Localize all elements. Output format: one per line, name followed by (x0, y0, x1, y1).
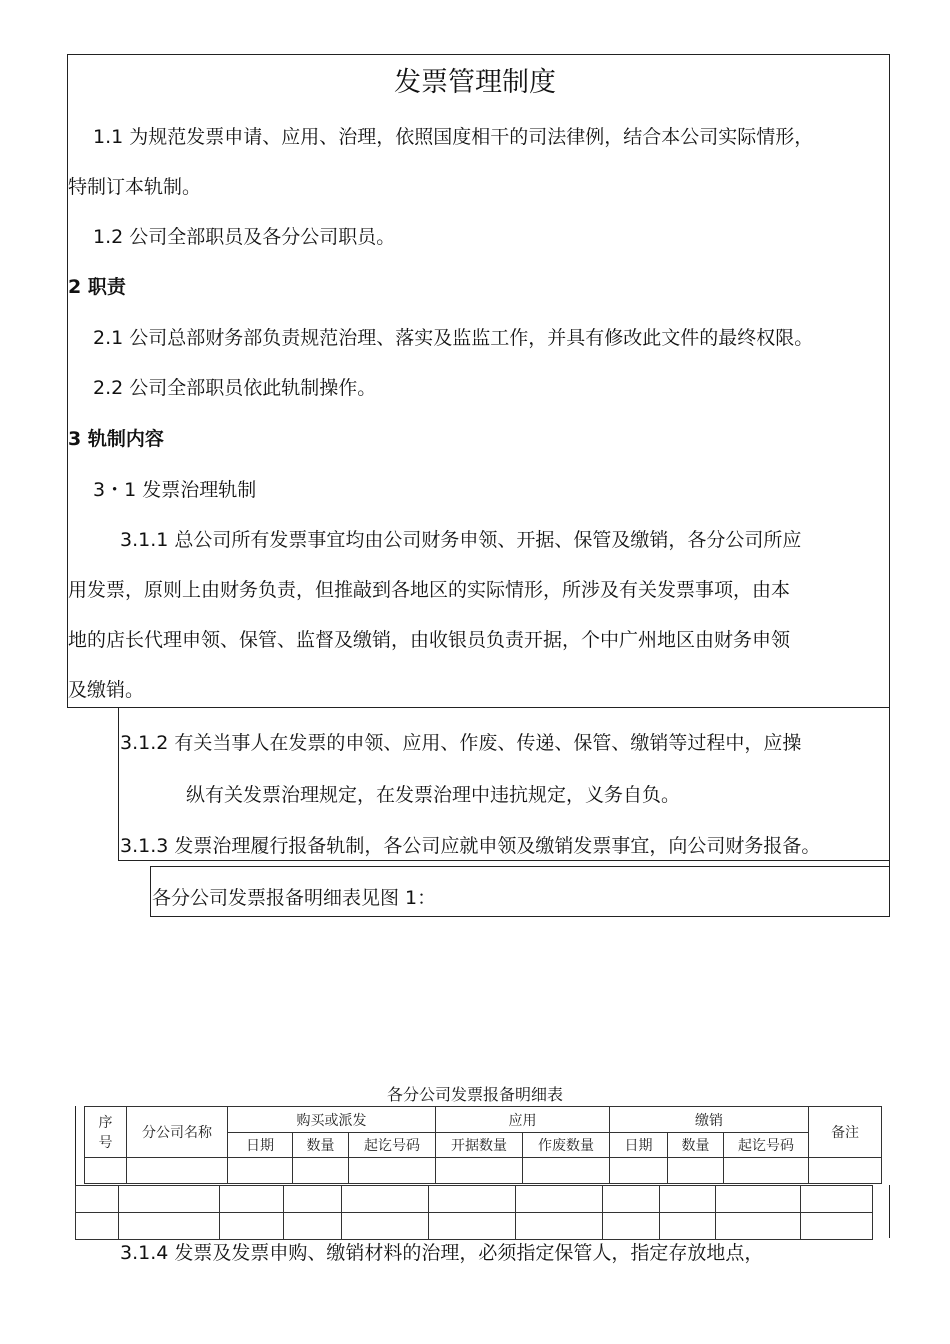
table-cell (293, 1158, 349, 1184)
col-remark: 备注 (809, 1107, 882, 1158)
sub-qty-purchase: 数量 (293, 1133, 349, 1158)
table-cell (716, 1213, 801, 1240)
table-cell (342, 1186, 429, 1213)
table-cell (228, 1158, 293, 1184)
para-1-2: 1.2 公司全部职员及各分公司职员。 (93, 226, 396, 248)
table-cell (220, 1186, 284, 1213)
table-cell (127, 1158, 228, 1184)
para-2-2: 2.2 公司全部职员依此轨制操作。 (93, 377, 377, 399)
group-use: 应用 (436, 1107, 610, 1133)
para-3-1-2-b: 纵有关发票治理规定，在发票治理中违抗规定，义务自负。 (186, 784, 681, 806)
para-3-1-1-c: 地的店长代理申领、保管、监督及缴销，由收银员负责开据，个中广州地区由财务申领 (68, 629, 791, 651)
table-cell (284, 1186, 342, 1213)
table-cell (603, 1213, 660, 1240)
table-cell (76, 1213, 119, 1240)
table-cell (342, 1213, 429, 1240)
sub-range-cancel: 起讫号码 (724, 1133, 809, 1158)
table-cell (668, 1158, 724, 1184)
table-row (76, 1213, 873, 1240)
frame-left-inner (118, 708, 119, 860)
para-3-1-3: 3.1.3 发票治理履行报备轨制，各公司应就申领及缴销发票事宜，向公司财务报备。 (120, 835, 821, 857)
frame-mid-rule (118, 860, 890, 861)
page-title: 发票管理制度 (394, 67, 556, 98)
table-cell (220, 1213, 284, 1240)
col-branch: 分公司名称 (127, 1107, 228, 1158)
col-seq-line-1: 序 (98, 1115, 113, 1131)
table-cell (119, 1213, 220, 1240)
table-cell (660, 1186, 716, 1213)
ledger-caption: 各分公司发票报备明细表 (386, 1085, 563, 1104)
table-cell (85, 1158, 127, 1184)
heading-3: 3 轨制内容 (68, 428, 164, 450)
para-2-1: 2.1 公司总部财务部负责规范治理、落实及监监工作，并具有修改此文件的最终权限。 (93, 327, 814, 349)
table-cell (516, 1213, 603, 1240)
table-cell (523, 1158, 610, 1184)
table-cell (660, 1213, 716, 1240)
para-1-1-b: 特制订本轨制。 (68, 176, 202, 198)
frame-right-inner (889, 708, 890, 866)
para-3-1-2-a: 3.1.2 有关当事人在发票的申领、应用、作废、传递、保管、缴销等过程中，应操 (120, 732, 802, 754)
ledger-rows (75, 1185, 873, 1240)
sub-range-purchase: 起讫号码 (349, 1133, 436, 1158)
heading-2: 2 职责 (68, 276, 126, 298)
sub-void: 作废数量 (523, 1133, 610, 1158)
table-cell (119, 1186, 220, 1213)
table-cell (603, 1186, 660, 1213)
para-1-1-a: 1.1 为规范发票申请、应用、治理，依照国度相干的司法律例，结合本公司实际情形， (93, 126, 814, 148)
table-cell (436, 1158, 523, 1184)
col-seq-line-2: 号 (98, 1135, 113, 1151)
table-cell (610, 1158, 668, 1184)
para-3-1-1-d: 及缴销。 (68, 679, 145, 701)
ledger-table (84, 1106, 882, 1184)
group-purchase: 购买或派发 (228, 1107, 436, 1133)
sub-qty-cancel: 数量 (668, 1133, 724, 1158)
table-cell (429, 1186, 516, 1213)
para-3-1-1-b: 用发票，原则上由财务负责，但推敲到各地区的实际情形，所涉及有关发票事项，由本 (68, 579, 791, 601)
col-seq (85, 1107, 127, 1158)
table-cell (716, 1186, 801, 1213)
group-cancel: 缴销 (610, 1107, 809, 1133)
heading-3-1: 3・1 发票治理轨制 (93, 479, 257, 501)
sub-issued: 开据数量 (436, 1133, 523, 1158)
table-row (76, 1186, 873, 1213)
para-3-1-1-a: 3.1.1 总公司所有发票事宜均由公司财务申领、开据、保管及缴销，各分公司所应 (120, 529, 802, 551)
table-cell (801, 1186, 873, 1213)
table-edge-right (889, 1185, 890, 1238)
sub-date-purchase: 日期 (228, 1133, 293, 1158)
table-cell (809, 1158, 882, 1184)
para-figure-ref: 各分公司发票报备明细表见图 1： (152, 887, 437, 909)
table-cell (349, 1158, 436, 1184)
table-cell (724, 1158, 809, 1184)
para-3-1-4: 3.1.4 发票及发票申购、缴销材料的治理，必须指定保管人，指定存放地点， (120, 1242, 764, 1264)
table-cell (284, 1213, 342, 1240)
table-cell (516, 1186, 603, 1213)
table-cell (76, 1186, 119, 1213)
table-cell (801, 1213, 873, 1240)
table-cell (429, 1213, 516, 1240)
sub-date-cancel: 日期 (610, 1133, 668, 1158)
